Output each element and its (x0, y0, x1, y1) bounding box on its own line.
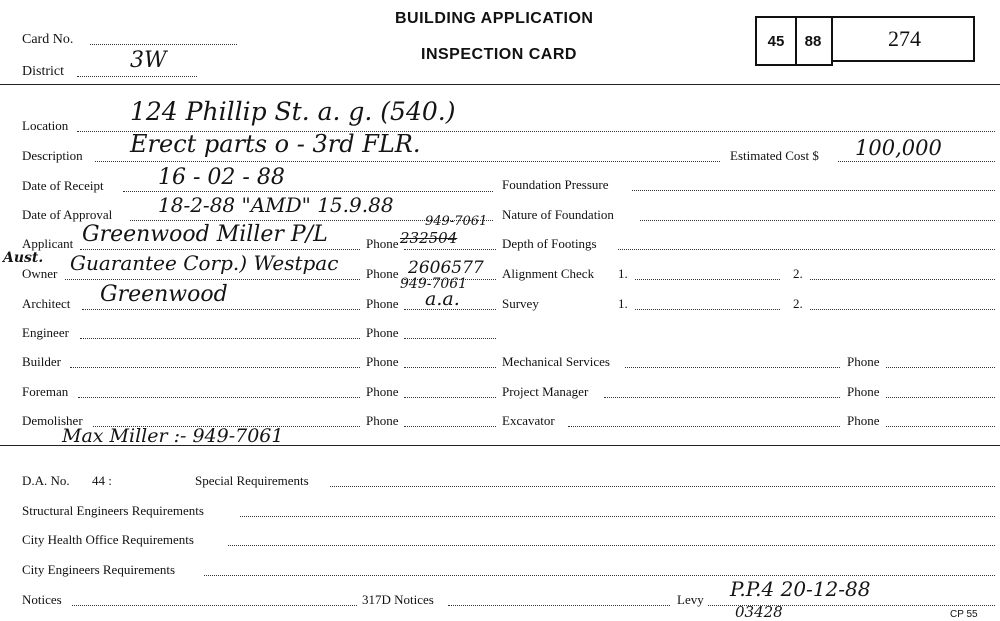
form-code: CP 55 (950, 609, 978, 620)
owner-phone-extra: 949-7061 (400, 276, 468, 292)
date-approval-label: Date of Approval (22, 207, 113, 222)
survey-field-1[interactable] (635, 309, 780, 310)
architect-field[interactable] (82, 309, 360, 310)
applicant-phone-value: 949-7061 (425, 214, 488, 229)
applicant-field[interactable] (80, 249, 360, 250)
depth-footings-field[interactable] (618, 249, 995, 250)
district-field[interactable] (77, 76, 197, 77)
form-title-line2: INSPECTION CARD (421, 46, 577, 63)
applicant-label: Applicant (22, 236, 74, 251)
alignment-check-field-1[interactable] (635, 279, 780, 280)
estimated-cost-label: Estimated Cost $ (730, 148, 819, 163)
header-divider (0, 84, 1000, 85)
depth-footings-label: Depth of Footings (502, 236, 597, 251)
engineers-requirements-field[interactable] (204, 575, 995, 576)
district-value: 3W (130, 48, 167, 73)
excavator-field[interactable] (568, 426, 840, 427)
applicant-phone-field[interactable] (404, 249, 496, 250)
card-no-label: Card No. (22, 32, 74, 47)
foreman-phone-field[interactable] (404, 397, 496, 398)
engineer-field[interactable] (80, 338, 360, 339)
foreman-label: Foreman (22, 384, 69, 399)
description-label: Description (22, 148, 83, 163)
structural-requirements-label: Structural Engineers Requirements (22, 503, 204, 518)
foreman-phone-label: Phone (366, 384, 399, 399)
nature-foundation-field[interactable] (640, 220, 995, 221)
date-receipt-label: Date of Receipt (22, 178, 104, 193)
applicant-phone-label: Phone (366, 236, 399, 251)
builder-phone-field[interactable] (404, 367, 496, 368)
project-manager-phone-field[interactable] (886, 397, 995, 398)
owner-field[interactable] (65, 279, 360, 280)
demolisher-note: Max Miller :- 949-7061 (62, 425, 284, 447)
notices-label: Notices (22, 592, 62, 607)
architect-label: Architect (22, 296, 71, 311)
card-box-2: 88 (795, 16, 833, 66)
architect-phone-value: a.a. (425, 288, 460, 310)
engineer-phone-label: Phone (366, 325, 399, 340)
estimated-cost-value: 100,000 (855, 136, 942, 160)
alignment-check-num1: 1. (618, 266, 628, 281)
mechanical-services-label: Mechanical Services (502, 354, 610, 369)
demolisher-phone-label: Phone (366, 413, 399, 428)
district-label: District (22, 64, 64, 79)
builder-field[interactable] (70, 367, 360, 368)
architect-value: Greenwood (100, 282, 228, 307)
card-box-1: 45 (755, 16, 797, 66)
engineers-requirements-label: City Engineers Requirements (22, 562, 176, 577)
project-manager-phone-label: Phone (847, 384, 880, 399)
notices-field[interactable] (72, 605, 357, 606)
location-value: 124 Phillip St. a. g. (540.) (130, 97, 456, 126)
demolisher-phone-field[interactable] (404, 426, 496, 427)
mechanical-phone-field[interactable] (886, 367, 995, 368)
project-manager-label: Project Manager (502, 384, 589, 399)
description-value: Erect parts o - 3rd FLR. (130, 130, 421, 158)
survey-num1: 1. (618, 296, 628, 311)
foundation-pressure-field[interactable] (632, 190, 995, 191)
aust-note: Aust. (3, 250, 44, 266)
levy-extra: 03428 (735, 603, 783, 621)
form-title-line1: BUILDING APPLICATION (395, 10, 594, 27)
builder-label: Builder (22, 354, 61, 369)
alignment-check-label: Alignment Check (502, 266, 595, 281)
da-no-label: D.A. No. (22, 473, 70, 488)
card-number-box: 274 (833, 16, 975, 62)
date-approval-value: 18-2-88 "AMD" 15.9.88 (158, 193, 394, 217)
special-requirements-field[interactable] (330, 486, 995, 487)
requirements-divider (0, 445, 1000, 446)
description-field[interactable] (95, 161, 720, 162)
structural-requirements-field[interactable] (240, 516, 995, 517)
date-receipt-field[interactable] (123, 191, 493, 192)
notices-317d-field[interactable] (448, 605, 670, 606)
owner-phone-label: Phone (366, 266, 399, 281)
excavator-phone-field[interactable] (886, 426, 995, 427)
special-requirements-label: Special Requirements (195, 473, 309, 488)
foundation-pressure-label: Foundation Pressure (502, 177, 609, 192)
mechanical-phone-label: Phone (847, 354, 880, 369)
architect-phone-label: Phone (366, 296, 399, 311)
owner-phone-value: 2606577 (408, 258, 484, 278)
survey-num2: 2. (793, 296, 803, 311)
applicant-value: Greenwood Miller P/L (82, 222, 328, 247)
survey-field-2[interactable] (810, 309, 995, 310)
survey-label: Survey (502, 296, 539, 311)
da-no-value: 44 : (92, 473, 112, 488)
builder-phone-label: Phone (366, 354, 399, 369)
excavator-phone-label: Phone (847, 413, 880, 428)
engineer-phone-field[interactable] (404, 338, 496, 339)
date-receipt-value: 16 - 02 - 88 (158, 165, 285, 190)
card-no-field[interactable] (90, 44, 237, 45)
mechanical-services-field[interactable] (625, 367, 840, 368)
foreman-field[interactable] (78, 397, 360, 398)
levy-label: Levy (677, 592, 704, 607)
demolisher-label: Demolisher (22, 413, 83, 428)
excavator-label: Excavator (502, 413, 555, 428)
location-label: Location (22, 118, 69, 133)
levy-value: P.P.4 20-12-88 (730, 577, 871, 601)
project-manager-field[interactable] (604, 397, 840, 398)
health-requirements-field[interactable] (228, 545, 995, 546)
alignment-check-field-2[interactable] (810, 279, 995, 280)
owner-value: Guarantee Corp.) Westpac (70, 251, 339, 275)
applicant-phone-struck: 232504 (400, 229, 458, 247)
alignment-check-num2: 2. (793, 266, 803, 281)
health-requirements-label: City Health Office Requirements (22, 532, 194, 547)
owner-label: Owner (22, 266, 58, 281)
estimated-cost-field[interactable] (838, 161, 995, 162)
nature-foundation-label: Nature of Foundation (502, 207, 614, 222)
engineer-label: Engineer (22, 325, 69, 340)
notices-317d-label: 317D Notices (362, 592, 434, 607)
